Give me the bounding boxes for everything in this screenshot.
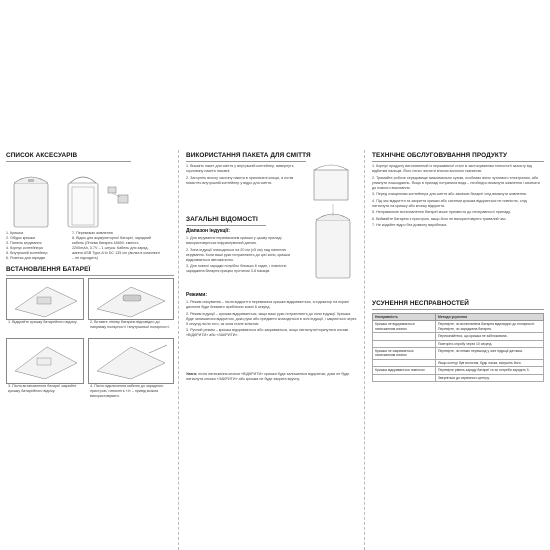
battery-figure-1 <box>6 278 84 320</box>
table-cell <box>373 359 436 366</box>
table-row <box>373 367 544 374</box>
maintenance-item: 7. Не кидайте відро без дозволу виробника. <box>372 223 448 227</box>
mode-item: 1. Режим очікування – після відкриття перемикача кришка відкривається, а індикатор на екрані дисплея буде блимати приблизно кожні 6 секунд. <box>186 300 349 309</box>
troubleshooting-title: УСУНЕННЯ НЕСПРАВНОСТЕЙ <box>372 300 469 307</box>
range-item: 3. Для повної зарядки потрібно близько 6 годин, і повністю заряджена батарея працює протягом 3-6 місяців. <box>186 264 287 273</box>
modes-text <box>186 300 358 340</box>
mode-item: 2. Режим індукції – кришка відкривається, якщо ваші руки потрапляють до зони індукції. Кришка буде залишатися відкритою, доки руки або предмети знаходяться в зоні індукції, і закриється через 5 секунд після того, як зона стане вільною. <box>186 311 357 326</box>
battery-figure-4 <box>88 338 174 384</box>
part-item: 4. Корпус контейнера <box>6 246 43 250</box>
part-item: – не підходить) <box>72 256 98 260</box>
troubleshooting-table <box>372 313 544 382</box>
parts-list-right <box>72 231 160 261</box>
part-item: 7. Перемикач живлення <box>72 231 113 235</box>
table-cell: Якщо контур був вологим, будь ласка, висушіть його. <box>436 359 544 366</box>
maintenance-item: 2. Тримайте робоче середовище максимально сухим, особливо вікно чутливого електроніки, аби уникнути пошкоджень. Якщо в приладі потрапила вода – необхідно вимкнути живлення і зачекати до повного висихання. <box>372 175 540 190</box>
bin-illustration <box>306 160 362 284</box>
table-cell <box>373 374 436 381</box>
table-cell: Кришка відкривається повільно <box>373 367 436 374</box>
table-row <box>373 333 544 340</box>
battery-caption-4: 4. Після підключення кабелю до зарядного пристрою, натисніть «I» – привід можна використовувати. <box>90 384 164 398</box>
usage-steps <box>186 164 304 187</box>
table-cell: Зверніться до сервісного центру. <box>436 374 544 381</box>
divider <box>372 161 544 162</box>
range-text <box>186 236 304 276</box>
table-header-row <box>373 314 544 321</box>
part-item: 2. Обідок кришки <box>6 236 36 240</box>
battery-figure-3 <box>6 338 84 384</box>
battery-caption-1: 1. Відкрийте кришку батарейного відсіку. <box>8 320 78 324</box>
maintenance-item: 1. Корпус продукту виготовлений із нержавіючої сталі із застосуванням технології захисту від відбитків пальців. Його легко чистити м'якою вологою тканиною. <box>372 164 532 173</box>
column-divider <box>178 150 179 550</box>
battery-title: ВСТАНОВЛЕННЯ БАТАРЕЇ <box>6 266 91 273</box>
general-title: ЗАГАЛЬНІ ВІДОМОСТІ <box>186 216 258 223</box>
maintenance-item: 5. Неправильне встановлення батареї може призвести до несправності приладу. <box>372 210 511 214</box>
part-item: 1. Кришка <box>6 231 24 235</box>
maintenance-item: 3. Перед очищенням контейнера для сміття або заміною батареї слід вимкнути живлення. <box>372 192 527 196</box>
note-label: Увага: <box>186 372 198 376</box>
table-cell <box>373 333 436 340</box>
mode-item: 3. Ручний режим – кришка відкривається або закривається, якщо натиснути/торкнутися кнопки «ВІДКРИТИ» або «ЗАКРИТИ». <box>186 328 349 337</box>
battery-caption-3: 3. Після встановлення батареї закрийте кришку батарейного відсіку. <box>8 384 77 393</box>
part-item: 3. Панель керування <box>6 241 42 245</box>
maintenance-item: 4. Під час відкриття та закриття кришки або системи кришка відкриється не повністю, слід натиснути на кришку або кнопку відкриття. <box>372 198 527 208</box>
table-row <box>373 359 544 366</box>
part-item: 5. Внутрішній контейнер <box>6 251 48 255</box>
table-cell: Кришка не відкривається натисканням кнопки <box>373 321 436 333</box>
table-cell: Перевірте, чи немає перешкод у зоні індукції датчика. <box>436 348 544 360</box>
usage-step: 2. Загорніть вільну частину пакета в призначені кільця, а потім помістіть внутрішній контейнер у відро для сміття. <box>186 175 294 185</box>
range-label: Діапазон індукції: <box>186 228 230 234</box>
battery-figure-2 <box>88 278 174 320</box>
table-cell: Перевірте, чи встановлена батарея відповідно до полярності. Перевірте, чи заряджена батарея. <box>436 321 544 333</box>
accessories-title: СПИСОК АКСЕСУАРІВ <box>6 152 78 159</box>
table-row <box>373 340 544 347</box>
part-item: кабель (Літієва батарея 18650, ємність <box>72 241 139 245</box>
battery-caption-2: 2. Вставте літієву батарею відповідно до напрямку полярності і внутрішньої полярності. <box>90 320 170 329</box>
usage-step: 1. Візьміть пакет для сміття у внутрішній контейнер, вивернуть горловину пакета назовні. <box>186 164 294 173</box>
part-item: 2200mAh, 3.7V – 1 штука. Кабель для заряд- <box>72 246 149 250</box>
usage-title: ВИКОРИСТАННЯ ПАКЕТА ДЛЯ СМІТТЯ <box>186 152 311 159</box>
modes-label: Режими: <box>186 292 207 298</box>
table-cell: Перевірте рівень заряду батареї та за потреби зарядіть її. <box>436 367 544 374</box>
range-item: 2. Зона індукції знаходиться на 20 см (±5 см) над панеллю керування. Коли ваші руки потрапляють до цієї зони, кришка відкривається автоматично. <box>186 247 290 262</box>
maintenance-title: ТЕХНІЧНЕ ОБСЛУГОВУВАННЯ ПРОДУКТУ <box>372 152 508 159</box>
table-cell <box>373 340 436 347</box>
part-item: 8. Відсік для акумуляторної батареї, зарядний <box>72 236 151 240</box>
divider <box>6 275 174 276</box>
column-header: Несправність <box>373 314 436 321</box>
maintenance-item: 6. Виймайте батарею з пристрою, якщо його не використовують тривалий час. <box>372 216 507 221</box>
table-cell: Повторіть спробу через 10 секунд. <box>436 340 544 347</box>
table-row <box>373 321 544 333</box>
part-item: 6. Розетка для зарядки <box>6 256 46 260</box>
table-row <box>373 348 544 360</box>
divider <box>6 161 131 162</box>
table-cell: Кришка не закривається натисканням кнопки <box>373 348 436 360</box>
column-header: Методи усунення <box>436 314 544 321</box>
column-divider <box>364 150 365 550</box>
range-item: 1. Для керування перемикачем кришки у цьому приладі використовується інфрачервоний датчик. <box>186 236 282 245</box>
maintenance-list <box>372 164 544 230</box>
parts-list-left <box>6 231 66 261</box>
divider <box>186 161 306 162</box>
divider <box>186 225 266 226</box>
divider <box>372 309 544 310</box>
product-parts-illustration <box>8 165 133 231</box>
note-text: після натискання кнопки «ВІДКРИТИ» кришка буде залишатися відкритою, доки не буде натиснута кнопка «ЗАКРИТИ» або кришка не буде закрита вручну. <box>186 372 350 381</box>
part-item: жання USB Type-A to DC 135 cm (вилка в комплекті <box>72 251 160 255</box>
note-block <box>186 372 358 382</box>
table-row <box>373 374 544 381</box>
table-cell: Переконайтеся, що кришка не заблокована. <box>436 333 544 340</box>
